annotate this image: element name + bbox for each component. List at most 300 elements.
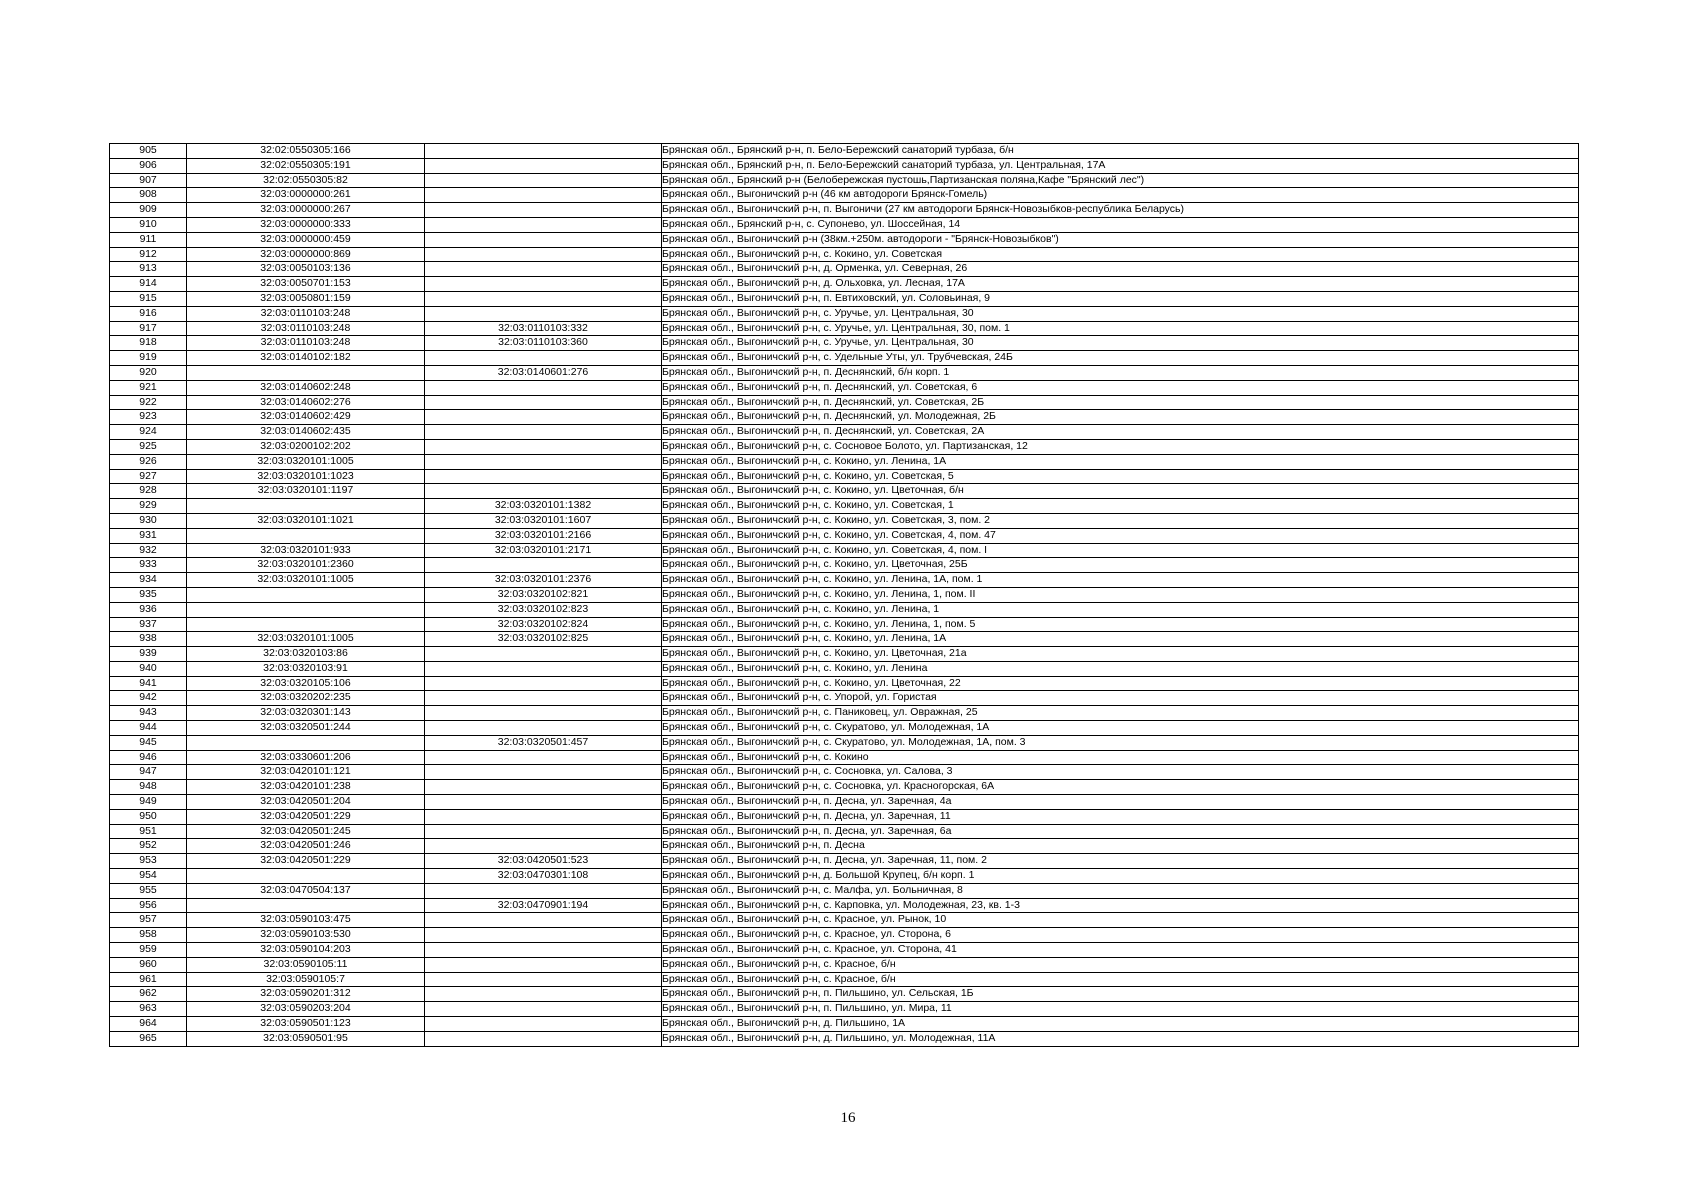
table-row bbox=[110, 928, 1579, 943]
cadastral-number-cell: 32:03:0050701:153 bbox=[187, 277, 425, 292]
address-cell: Брянская обл., Выгоничский р-н, п. Десна, ул. Заречная, 11, пом. 2 bbox=[662, 854, 1579, 869]
cadastral-number-cell bbox=[187, 499, 425, 514]
cadastral-number-cell: 32:03:0590501:95 bbox=[187, 1031, 425, 1046]
table-row bbox=[110, 573, 1579, 588]
row-number-cell: 952 bbox=[110, 839, 187, 854]
address-cell: Брянская обл., Выгоничский р-н, с. Кокино, ул. Ленина bbox=[662, 661, 1579, 676]
object-number-cell bbox=[425, 232, 662, 247]
cadastral-number-cell: 32:03:0470504:137 bbox=[187, 883, 425, 898]
row-number-cell: 944 bbox=[110, 721, 187, 736]
table-row bbox=[110, 913, 1579, 928]
table-row bbox=[110, 780, 1579, 795]
row-number-cell: 953 bbox=[110, 854, 187, 869]
cadastral-number-cell: 32:03:0320301:143 bbox=[187, 706, 425, 721]
cadastral-number-cell: 32:03:0320501:244 bbox=[187, 721, 425, 736]
table-row bbox=[110, 499, 1579, 514]
object-number-cell: 32:03:0320102:825 bbox=[425, 632, 662, 647]
row-number-cell: 956 bbox=[110, 898, 187, 913]
object-number-cell bbox=[425, 928, 662, 943]
table-row bbox=[110, 854, 1579, 869]
row-number-cell: 920 bbox=[110, 365, 187, 380]
row-number-cell: 941 bbox=[110, 676, 187, 691]
address-cell: Брянская обл., Выгоничский р-н, с. Паниковец, ул. Овражная, 25 bbox=[662, 706, 1579, 721]
cadastral-number-cell: 32:03:0320101:1023 bbox=[187, 469, 425, 484]
address-cell: Брянская обл., Выгоничский р-н, с. Кокино, ул. Советская, 4, пом. 47 bbox=[662, 528, 1579, 543]
table-row bbox=[110, 484, 1579, 499]
address-cell: Брянская обл., Брянский р-н, п. Бело-Бережский санаторий турбаза, б/н bbox=[662, 144, 1579, 159]
row-number-cell: 950 bbox=[110, 809, 187, 824]
cadastral-number-cell bbox=[187, 602, 425, 617]
table-row bbox=[110, 661, 1579, 676]
address-cell: Брянская обл., Выгоничский р-н, п. Деснянский, ул. Советская, 2А bbox=[662, 425, 1579, 440]
object-number-cell bbox=[425, 824, 662, 839]
address-cell: Брянская обл., Выгоничский р-н, с. Карповка, ул. Молодежная, 23, кв. 1-3 bbox=[662, 898, 1579, 913]
table-row bbox=[110, 1002, 1579, 1017]
table-row bbox=[110, 824, 1579, 839]
object-number-cell bbox=[425, 484, 662, 499]
table-row bbox=[110, 395, 1579, 410]
address-cell: Брянская обл., Выгоничский р-н, с. Уручье, ул. Центральная, 30 bbox=[662, 336, 1579, 351]
address-cell: Брянская обл., Брянский р-н, с. Супонево, ул. Шоссейная, 14 bbox=[662, 217, 1579, 232]
table-row bbox=[110, 750, 1579, 765]
object-number-cell: 32:03:0470901:194 bbox=[425, 898, 662, 913]
address-cell: Брянская обл., Выгоничский р-н, п. Пильшино, ул. Мира, 11 bbox=[662, 1002, 1579, 1017]
address-cell: Брянская обл., Выгоничский р-н, с. Кокино, ул. Советская, 3, пом. 2 bbox=[662, 513, 1579, 528]
row-number-cell: 929 bbox=[110, 499, 187, 514]
row-number-cell: 916 bbox=[110, 306, 187, 321]
row-number-cell: 958 bbox=[110, 928, 187, 943]
cadastral-number-cell: 32:03:0000000:261 bbox=[187, 188, 425, 203]
table-row bbox=[110, 883, 1579, 898]
cadastral-number-cell: 32:03:0000000:869 bbox=[187, 247, 425, 262]
object-number-cell bbox=[425, 217, 662, 232]
object-number-cell bbox=[425, 750, 662, 765]
table-row bbox=[110, 676, 1579, 691]
row-number-cell: 946 bbox=[110, 750, 187, 765]
object-number-cell bbox=[425, 203, 662, 218]
register-table-body bbox=[110, 144, 1579, 1047]
cadastral-number-cell bbox=[187, 528, 425, 543]
object-number-cell bbox=[425, 1031, 662, 1046]
object-number-cell bbox=[425, 883, 662, 898]
object-number-cell: 32:03:0320102:821 bbox=[425, 587, 662, 602]
address-cell: Брянская обл., Выгоничский р-н, п. Десна, ул. Заречная, 11 bbox=[662, 809, 1579, 824]
row-number-cell: 922 bbox=[110, 395, 187, 410]
address-cell: Брянская обл., Выгоничский р-н, с. Кокино, ул. Цветочная, 22 bbox=[662, 676, 1579, 691]
table-row bbox=[110, 336, 1579, 351]
address-cell: Брянская обл., Выгоничский р-н, д. Пильшино, 1А bbox=[662, 1017, 1579, 1032]
cadastral-number-cell: 32:03:0420501:204 bbox=[187, 795, 425, 810]
row-number-cell: 951 bbox=[110, 824, 187, 839]
object-number-cell bbox=[425, 913, 662, 928]
address-cell: Брянская обл., Выгоничский р-н, с. Малфа, ул. Больничная, 8 bbox=[662, 883, 1579, 898]
row-number-cell: 964 bbox=[110, 1017, 187, 1032]
address-cell: Брянская обл., Выгоничский р-н, с. Сосновка, ул. Красногорская, 6А bbox=[662, 780, 1579, 795]
row-number-cell: 936 bbox=[110, 602, 187, 617]
address-cell: Брянская обл., Выгоничский р-н, п. Деснянский, ул. Советская, 2Б bbox=[662, 395, 1579, 410]
cadastral-number-cell: 32:03:0200102:202 bbox=[187, 439, 425, 454]
cadastral-number-cell: 32:03:0320103:91 bbox=[187, 661, 425, 676]
address-cell: Брянская обл., Выгоничский р-н, с. Кокино, ул. Ленина, 1 bbox=[662, 602, 1579, 617]
object-number-cell bbox=[425, 795, 662, 810]
table-row bbox=[110, 706, 1579, 721]
cadastral-number-cell: 32:03:0320105:106 bbox=[187, 676, 425, 691]
row-number-cell: 954 bbox=[110, 869, 187, 884]
object-number-cell bbox=[425, 351, 662, 366]
row-number-cell: 919 bbox=[110, 351, 187, 366]
table-row bbox=[110, 321, 1579, 336]
address-cell: Брянская обл., Выгоничский р-н, с. Уручье, ул. Центральная, 30 bbox=[662, 306, 1579, 321]
address-cell: Брянская обл., Выгоничский р-н, п. Деснянский, ул. Молодежная, 2Б bbox=[662, 410, 1579, 425]
table-row bbox=[110, 869, 1579, 884]
table-row bbox=[110, 602, 1579, 617]
table-row bbox=[110, 262, 1579, 277]
cadastral-number-cell: 32:03:0590203:204 bbox=[187, 1002, 425, 1017]
row-number-cell: 935 bbox=[110, 587, 187, 602]
table-row bbox=[110, 957, 1579, 972]
address-cell: Брянская обл., Выгоничский р-н, с. Красное, б/н bbox=[662, 972, 1579, 987]
object-number-cell: 32:03:0320102:823 bbox=[425, 602, 662, 617]
table-row bbox=[110, 972, 1579, 987]
address-cell: Брянская обл., Выгоничский р-н, д. Орменка, ул. Северная, 26 bbox=[662, 262, 1579, 277]
table-row bbox=[110, 795, 1579, 810]
object-number-cell bbox=[425, 1017, 662, 1032]
table-row bbox=[110, 144, 1579, 159]
cadastral-number-cell: 32:03:0110103:248 bbox=[187, 336, 425, 351]
address-cell: Брянская обл., Выгоничский р-н, с. Кокино bbox=[662, 750, 1579, 765]
row-number-cell: 940 bbox=[110, 661, 187, 676]
row-number-cell: 927 bbox=[110, 469, 187, 484]
register-table bbox=[109, 143, 1579, 1047]
table-row bbox=[110, 528, 1579, 543]
table-row bbox=[110, 943, 1579, 958]
object-number-cell bbox=[425, 780, 662, 795]
table-row bbox=[110, 1031, 1579, 1046]
address-cell: Брянская обл., Выгоничский р-н, с. Красное, ул. Рынок, 10 bbox=[662, 913, 1579, 928]
cadastral-number-cell: 32:03:0050103:136 bbox=[187, 262, 425, 277]
cadastral-number-cell bbox=[187, 587, 425, 602]
address-cell: Брянская обл., Брянский р-н, п. Бело-Бережский санаторий турбаза, ул. Центральная, 17А bbox=[662, 158, 1579, 173]
table-row bbox=[110, 632, 1579, 647]
table-row bbox=[110, 839, 1579, 854]
row-number-cell: 913 bbox=[110, 262, 187, 277]
cadastral-number-cell bbox=[187, 365, 425, 380]
object-number-cell: 32:03:0420501:523 bbox=[425, 854, 662, 869]
row-number-cell: 962 bbox=[110, 987, 187, 1002]
cadastral-number-cell: 32:03:0320101:1021 bbox=[187, 513, 425, 528]
object-number-cell bbox=[425, 247, 662, 262]
row-number-cell: 924 bbox=[110, 425, 187, 440]
cadastral-number-cell: 32:03:0590104:203 bbox=[187, 943, 425, 958]
address-cell: Брянская обл., Выгоничский р-н, с. Кокино, ул. Цветочная, 21а bbox=[662, 647, 1579, 662]
object-number-cell bbox=[425, 839, 662, 854]
table-row bbox=[110, 232, 1579, 247]
table-row bbox=[110, 617, 1579, 632]
row-number-cell: 943 bbox=[110, 706, 187, 721]
table-row bbox=[110, 306, 1579, 321]
object-number-cell bbox=[425, 469, 662, 484]
row-number-cell: 934 bbox=[110, 573, 187, 588]
cadastral-number-cell: 32:03:0000000:459 bbox=[187, 232, 425, 247]
address-cell: Брянская обл., Выгоничский р-н, п. Деснянский, ул. Советская, 6 bbox=[662, 380, 1579, 395]
row-number-cell: 959 bbox=[110, 943, 187, 958]
object-number-cell: 32:03:0320101:2171 bbox=[425, 543, 662, 558]
object-number-cell bbox=[425, 306, 662, 321]
address-cell: Брянская обл., Выгоничский р-н, с. Кокино, ул. Ленина, 1, пом. 5 bbox=[662, 617, 1579, 632]
cadastral-number-cell: 32:03:0420501:229 bbox=[187, 809, 425, 824]
address-cell: Брянская обл., Выгоничский р-н, д. Большой Крупец, б/н корп. 1 bbox=[662, 869, 1579, 884]
cadastral-number-cell: 32:03:0320202:235 bbox=[187, 691, 425, 706]
row-number-cell: 937 bbox=[110, 617, 187, 632]
address-cell: Брянская обл., Выгоничский р-н, с. Кокино, ул. Советская, 4, пом. I bbox=[662, 543, 1579, 558]
object-number-cell bbox=[425, 972, 662, 987]
cadastral-number-cell: 32:03:0590105:7 bbox=[187, 972, 425, 987]
address-cell: Брянская обл., Выгоничский р-н, с. Красное, ул. Сторона, 41 bbox=[662, 943, 1579, 958]
table-row bbox=[110, 1017, 1579, 1032]
cadastral-number-cell: 32:02:0550305:191 bbox=[187, 158, 425, 173]
row-number-cell: 915 bbox=[110, 291, 187, 306]
table-row bbox=[110, 987, 1579, 1002]
table-row bbox=[110, 291, 1579, 306]
address-cell: Брянская обл., Выгоничский р-н, с. Красное, ул. Сторона, 6 bbox=[662, 928, 1579, 943]
object-number-cell bbox=[425, 809, 662, 824]
cadastral-number-cell: 32:03:0320101:933 bbox=[187, 543, 425, 558]
row-number-cell: 918 bbox=[110, 336, 187, 351]
cadastral-number-cell: 32:03:0140102:182 bbox=[187, 351, 425, 366]
table-row bbox=[110, 158, 1579, 173]
object-number-cell bbox=[425, 262, 662, 277]
object-number-cell: 32:03:0320101:1382 bbox=[425, 499, 662, 514]
object-number-cell: 32:03:0320102:824 bbox=[425, 617, 662, 632]
address-cell: Брянская обл., Выгоничский р-н, с. Кокино, ул. Ленина, 1, пом. II bbox=[662, 587, 1579, 602]
row-number-cell: 931 bbox=[110, 528, 187, 543]
address-cell: Брянская обл., Выгоничский р-н, с. Кокино, ул. Ленина, 1А bbox=[662, 632, 1579, 647]
object-number-cell bbox=[425, 765, 662, 780]
object-number-cell bbox=[425, 691, 662, 706]
address-cell: Брянская обл., Выгоничский р-н, с. Кокино, ул. Ленина, 1А bbox=[662, 454, 1579, 469]
object-number-cell bbox=[425, 676, 662, 691]
table-row bbox=[110, 558, 1579, 573]
cadastral-number-cell: 32:03:0140602:276 bbox=[187, 395, 425, 410]
row-number-cell: 948 bbox=[110, 780, 187, 795]
row-number-cell: 955 bbox=[110, 883, 187, 898]
cadastral-number-cell: 32:03:0110103:248 bbox=[187, 306, 425, 321]
address-cell: Брянская обл., Выгоничский р-н, с. Красное, б/н bbox=[662, 957, 1579, 972]
object-number-cell bbox=[425, 957, 662, 972]
cadastral-number-cell: 32:03:0420101:121 bbox=[187, 765, 425, 780]
table-row bbox=[110, 365, 1579, 380]
address-cell: Брянская обл., Выгоничский р-н, с. Кокино, ул. Цветочная, 25Б bbox=[662, 558, 1579, 573]
table-row bbox=[110, 721, 1579, 736]
address-cell: Брянская обл., Выгоничский р-н, с. Упорой, ул. Гористая bbox=[662, 691, 1579, 706]
cadastral-number-cell: 32:03:0320103:86 bbox=[187, 647, 425, 662]
object-number-cell bbox=[425, 395, 662, 410]
address-cell: Брянская обл., Выгоничский р-н, п. Десна, ул. Заречная, 6а bbox=[662, 824, 1579, 839]
object-number-cell: 32:03:0110103:332 bbox=[425, 321, 662, 336]
object-number-cell: 32:03:0470301:108 bbox=[425, 869, 662, 884]
cadastral-number-cell: 32:03:0050801:159 bbox=[187, 291, 425, 306]
cadastral-number-cell: 32:03:0140602:248 bbox=[187, 380, 425, 395]
cadastral-number-cell bbox=[187, 617, 425, 632]
address-cell: Брянская обл., Выгоничский р-н, п. Десна, ул. Заречная, 4а bbox=[662, 795, 1579, 810]
object-number-cell bbox=[425, 943, 662, 958]
row-number-cell: 928 bbox=[110, 484, 187, 499]
object-number-cell: 32:03:0140601:276 bbox=[425, 365, 662, 380]
table-row bbox=[110, 735, 1579, 750]
address-cell: Брянская обл., Выгоничский р-н (38км.+250м. автодороги - "Брянск-Новозыбков") bbox=[662, 232, 1579, 247]
cadastral-number-cell: 32:03:0590105:11 bbox=[187, 957, 425, 972]
table-row bbox=[110, 513, 1579, 528]
page-number: 16 bbox=[840, 1110, 856, 1126]
object-number-cell: 32:03:0320101:1607 bbox=[425, 513, 662, 528]
object-number-cell bbox=[425, 291, 662, 306]
object-number-cell bbox=[425, 661, 662, 676]
address-cell: Брянская обл., Выгоничский р-н, п. Евтиховский, ул. Соловьиная, 9 bbox=[662, 291, 1579, 306]
row-number-cell: 933 bbox=[110, 558, 187, 573]
row-number-cell: 945 bbox=[110, 735, 187, 750]
cadastral-number-cell: 32:03:0590103:475 bbox=[187, 913, 425, 928]
object-number-cell bbox=[425, 439, 662, 454]
object-number-cell bbox=[425, 144, 662, 159]
row-number-cell: 960 bbox=[110, 957, 187, 972]
object-number-cell: 32:03:0320501:457 bbox=[425, 735, 662, 750]
address-cell: Брянская обл., Выгоничский р-н, п. Деснянский, б/н корп. 1 bbox=[662, 365, 1579, 380]
cadastral-number-cell: 32:03:0420501:245 bbox=[187, 824, 425, 839]
object-number-cell bbox=[425, 173, 662, 188]
object-number-cell bbox=[425, 277, 662, 292]
object-number-cell bbox=[425, 425, 662, 440]
row-number-cell: 921 bbox=[110, 380, 187, 395]
row-number-cell: 926 bbox=[110, 454, 187, 469]
table-row bbox=[110, 247, 1579, 262]
row-number-cell: 947 bbox=[110, 765, 187, 780]
row-number-cell: 957 bbox=[110, 913, 187, 928]
row-number-cell: 942 bbox=[110, 691, 187, 706]
row-number-cell: 914 bbox=[110, 277, 187, 292]
address-cell: Брянская обл., Выгоничский р-н, с. Сосновое Болото, ул. Партизанская, 12 bbox=[662, 439, 1579, 454]
table-row bbox=[110, 898, 1579, 913]
table-row bbox=[110, 587, 1579, 602]
row-number-cell: 910 bbox=[110, 217, 187, 232]
row-number-cell: 925 bbox=[110, 439, 187, 454]
address-cell: Брянская обл., Выгоничский р-н, с. Кокино, ул. Цветочная, б/н bbox=[662, 484, 1579, 499]
object-number-cell bbox=[425, 558, 662, 573]
cadastral-number-cell: 32:03:0140602:429 bbox=[187, 410, 425, 425]
cadastral-number-cell bbox=[187, 869, 425, 884]
cadastral-number-cell bbox=[187, 898, 425, 913]
row-number-cell: 930 bbox=[110, 513, 187, 528]
table-row bbox=[110, 809, 1579, 824]
table-row bbox=[110, 454, 1579, 469]
row-number-cell: 965 bbox=[110, 1031, 187, 1046]
address-cell: Брянская обл., Брянский р-н (Белобережская пустошь,Партизанская поляна,Кафе "Брянский лес") bbox=[662, 173, 1579, 188]
table-row bbox=[110, 425, 1579, 440]
cadastral-number-cell: 32:03:0420501:246 bbox=[187, 839, 425, 854]
cadastral-number-cell bbox=[187, 735, 425, 750]
row-number-cell: 949 bbox=[110, 795, 187, 810]
address-cell: Брянская обл., Выгоничский р-н, с. Сосновка, ул. Салова, 3 bbox=[662, 765, 1579, 780]
row-number-cell: 905 bbox=[110, 144, 187, 159]
address-cell: Брянская обл., Выгоничский р-н, п. Пильшино, ул. Сельская, 1Б bbox=[662, 987, 1579, 1002]
table-row bbox=[110, 410, 1579, 425]
table-row bbox=[110, 217, 1579, 232]
address-cell: Брянская обл., Выгоничский р-н, с. Скуратово, ул. Молодежная, 1А bbox=[662, 721, 1579, 736]
row-number-cell: 906 bbox=[110, 158, 187, 173]
row-number-cell: 917 bbox=[110, 321, 187, 336]
row-number-cell: 963 bbox=[110, 1002, 187, 1017]
address-cell: Брянская обл., Выгоничский р-н, д. Ольховка, ул. Лесная, 17А bbox=[662, 277, 1579, 292]
cadastral-number-cell: 32:03:0330601:206 bbox=[187, 750, 425, 765]
object-number-cell: 32:03:0320101:2376 bbox=[425, 573, 662, 588]
address-cell: Брянская обл., Выгоничский р-н, с. Кокино, ул. Ленина, 1А, пом. 1 bbox=[662, 573, 1579, 588]
address-cell: Брянская обл., Выгоничский р-н (46 км автодороги Брянск-Гомель) bbox=[662, 188, 1579, 203]
address-cell: Брянская обл., Выгоничский р-н, с. Кокино, ул. Советская, 5 bbox=[662, 469, 1579, 484]
table-row bbox=[110, 203, 1579, 218]
table-row bbox=[110, 188, 1579, 203]
row-number-cell: 909 bbox=[110, 203, 187, 218]
cadastral-number-cell: 32:02:0550305:82 bbox=[187, 173, 425, 188]
cadastral-number-cell: 32:03:0420101:238 bbox=[187, 780, 425, 795]
cadastral-number-cell: 32:03:0420501:229 bbox=[187, 854, 425, 869]
row-number-cell: 912 bbox=[110, 247, 187, 262]
address-cell: Брянская обл., Выгоничский р-н, д. Пильшино, ул. Молодежная, 11А bbox=[662, 1031, 1579, 1046]
object-number-cell bbox=[425, 721, 662, 736]
row-number-cell: 923 bbox=[110, 410, 187, 425]
address-cell: Брянская обл., Выгоничский р-н, с. Уручье, ул. Центральная, 30, пом. 1 bbox=[662, 321, 1579, 336]
cadastral-number-cell: 32:03:0000000:333 bbox=[187, 217, 425, 232]
object-number-cell bbox=[425, 706, 662, 721]
cadastral-number-cell: 32:03:0140602:435 bbox=[187, 425, 425, 440]
row-number-cell: 938 bbox=[110, 632, 187, 647]
cadastral-number-cell: 32:03:0320101:1005 bbox=[187, 573, 425, 588]
table-row bbox=[110, 351, 1579, 366]
cadastral-number-cell: 32:03:0320101:1005 bbox=[187, 632, 425, 647]
row-number-cell: 961 bbox=[110, 972, 187, 987]
table-row bbox=[110, 543, 1579, 558]
row-number-cell: 907 bbox=[110, 173, 187, 188]
cadastral-number-cell: 32:03:0110103:248 bbox=[187, 321, 425, 336]
address-cell: Брянская обл., Выгоничский р-н, с. Удельные Уты, ул. Трубчевская, 24Б bbox=[662, 351, 1579, 366]
table-row bbox=[110, 647, 1579, 662]
cadastral-number-cell: 32:03:0590201:312 bbox=[187, 987, 425, 1002]
object-number-cell bbox=[425, 1002, 662, 1017]
object-number-cell bbox=[425, 158, 662, 173]
cadastral-number-cell: 32:03:0320101:2360 bbox=[187, 558, 425, 573]
cadastral-number-cell: 32:03:0590103:530 bbox=[187, 928, 425, 943]
row-number-cell: 939 bbox=[110, 647, 187, 662]
object-number-cell bbox=[425, 647, 662, 662]
address-cell: Брянская обл., Выгоничский р-н, п. Десна bbox=[662, 839, 1579, 854]
object-number-cell bbox=[425, 410, 662, 425]
cadastral-number-cell: 32:03:0590501:123 bbox=[187, 1017, 425, 1032]
table-row bbox=[110, 765, 1579, 780]
table-row bbox=[110, 469, 1579, 484]
cadastral-number-cell: 32:03:0000000:267 bbox=[187, 203, 425, 218]
object-number-cell bbox=[425, 380, 662, 395]
row-number-cell: 932 bbox=[110, 543, 187, 558]
table-row bbox=[110, 380, 1579, 395]
address-cell: Брянская обл., Выгоничский р-н, с. Кокино, ул. Советская, 1 bbox=[662, 499, 1579, 514]
object-number-cell bbox=[425, 987, 662, 1002]
object-number-cell: 32:03:0320101:2166 bbox=[425, 528, 662, 543]
address-cell: Брянская обл., Выгоничский р-н, с. Скуратово, ул. Молодежная, 1А, пом. 3 bbox=[662, 735, 1579, 750]
object-number-cell bbox=[425, 188, 662, 203]
cadastral-number-cell: 32:02:0550305:166 bbox=[187, 144, 425, 159]
row-number-cell: 911 bbox=[110, 232, 187, 247]
table-row bbox=[110, 439, 1579, 454]
table-row bbox=[110, 277, 1579, 292]
address-cell: Брянская обл., Выгоничский р-н, п. Выгоничи (27 км автодороги Брянск-Новозыбков-республика Беларусь) bbox=[662, 203, 1579, 218]
